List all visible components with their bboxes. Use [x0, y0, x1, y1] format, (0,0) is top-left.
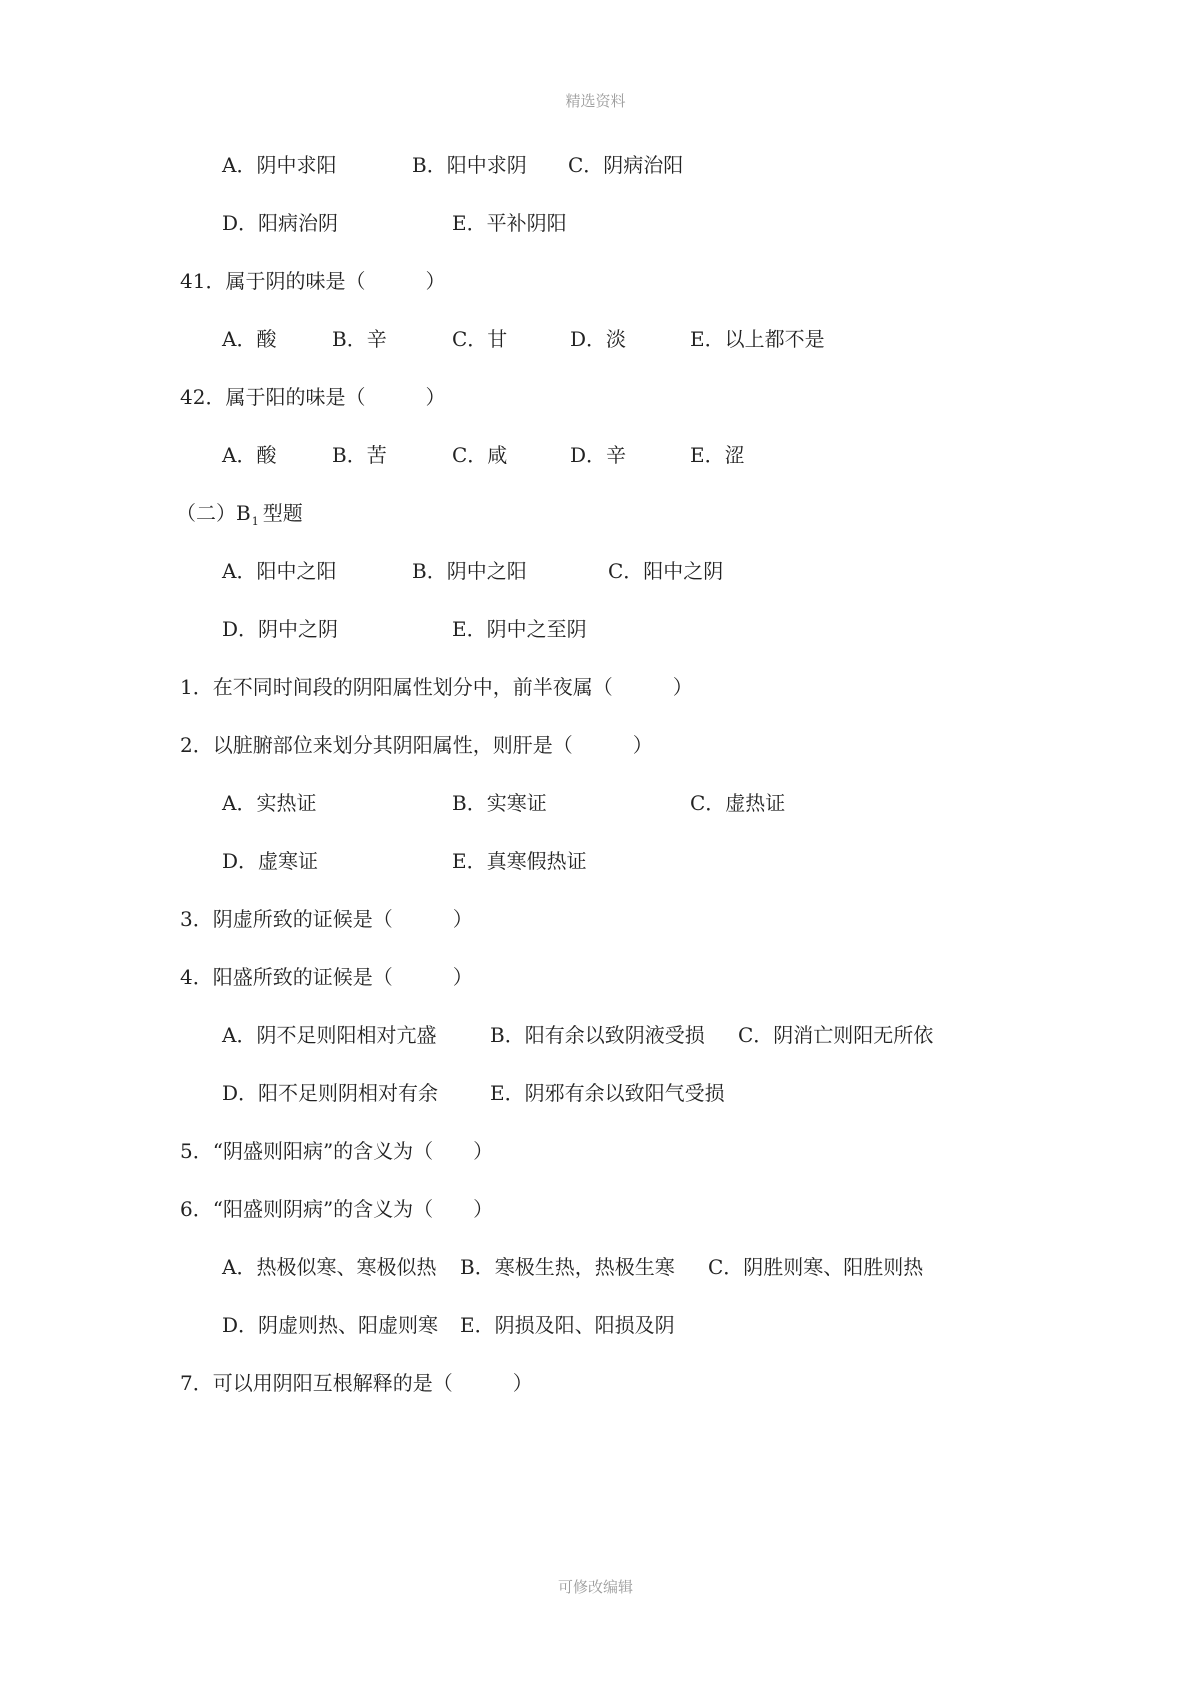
- option-d: D．辛: [570, 443, 627, 467]
- option-d: D．虚寒证: [222, 849, 319, 873]
- option-b: B．实寒证: [452, 791, 547, 815]
- option-c: C．阳中之阴: [608, 559, 724, 583]
- option-e: E．阴邪有余以致阳气受损: [490, 1081, 725, 1105]
- option-a: A．实热证: [222, 791, 317, 815]
- option-a: A．阳中之阳: [222, 559, 337, 583]
- question-42: 42．属于阳的味是（ ）: [180, 385, 446, 409]
- option-a: A．阴中求阳: [222, 153, 337, 177]
- option-d: D．淡: [570, 327, 627, 351]
- section-subscript: 1: [251, 515, 259, 528]
- option-d: D．阳不足则阴相对有余: [222, 1081, 439, 1105]
- option-b: B．苦: [332, 443, 387, 467]
- question-1: 1．在不同时间段的阴阳属性划分中，前半夜属（ ）: [180, 675, 693, 699]
- option-c: C．咸: [452, 443, 508, 467]
- question-7: 7．可以用阴阳互根解释的是（ ）: [180, 1371, 533, 1395]
- option-a: A．酸: [222, 443, 277, 467]
- option-e: E．阴中之至阴: [452, 617, 587, 641]
- option-c: C．虚热证: [690, 791, 786, 815]
- option-e: E．平补阴阳: [452, 211, 567, 235]
- option-d: D．阴中之阴: [222, 617, 339, 641]
- question-41: 41．属于阴的味是（ ）: [180, 269, 446, 293]
- option-e: E．阴损及阳、阳损及阴: [460, 1313, 675, 1337]
- option-c: C．甘: [452, 327, 508, 351]
- question-5: 5．“阴盛则阳病”的含义为（ ）: [180, 1139, 494, 1163]
- page-footer: 可修改编辑: [557, 1578, 633, 1596]
- option-a: A．酸: [222, 327, 277, 351]
- question-2: 2．以脏腑部位来划分其阴阳属性，则肝是（ ）: [180, 733, 653, 757]
- option-b: B．阳中求阴: [412, 153, 527, 177]
- option-e: E．以上都不是: [690, 327, 825, 351]
- section-prefix: （二）B: [176, 501, 251, 525]
- option-c: C．阴胜则寒、阳胜则热: [708, 1255, 924, 1279]
- section-suffix: 型题: [262, 501, 303, 525]
- option-c: C．阴病治阳: [568, 153, 684, 177]
- question-6: 6．“阳盛则阴病”的含义为（ ）: [180, 1197, 494, 1221]
- section-heading: [176, 501, 303, 534]
- question-3: 3．阴虚所致的证候是（ ）: [180, 907, 473, 931]
- option-c: C．阴消亡则阳无所依: [738, 1023, 934, 1047]
- option-e: E．真寒假热证: [452, 849, 587, 873]
- option-b: B．寒极生热，热极生寒: [460, 1255, 675, 1279]
- option-b: B．辛: [332, 327, 387, 351]
- option-b: B．阴中之阳: [412, 559, 527, 583]
- option-d: D．阳病治阴: [222, 211, 339, 235]
- option-b: B．阳有余以致阴液受损: [490, 1023, 705, 1047]
- question-4: 4．阳盛所致的证候是（ ）: [180, 965, 473, 989]
- option-e: E．涩: [690, 443, 745, 467]
- page-header: 精选资料: [565, 92, 626, 110]
- option-a: A．阴不足则阳相对亢盛: [222, 1023, 437, 1047]
- option-a: A．热极似寒、寒极似热: [222, 1255, 437, 1279]
- option-d: D．阴虚则热、阳虚则寒: [222, 1313, 439, 1337]
